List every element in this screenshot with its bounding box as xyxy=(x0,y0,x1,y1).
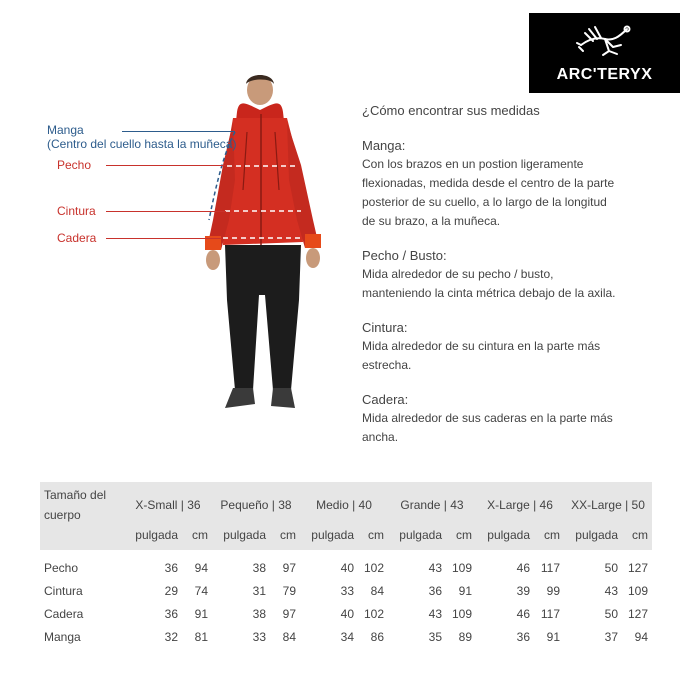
row-label: Cadera xyxy=(44,606,84,621)
table-cell: 36 xyxy=(516,629,530,644)
unit-header-row xyxy=(40,527,652,550)
label-manga: Manga xyxy=(47,123,84,137)
jacket-cuff-right xyxy=(305,234,321,248)
instructions-cadera xyxy=(362,390,613,447)
unit-in: pulgada xyxy=(476,527,534,550)
table-cell: 36 xyxy=(164,560,178,575)
label-cintura: Cintura xyxy=(57,204,96,218)
row-label: Pecho xyxy=(44,560,79,575)
cadera-heading: Cadera: xyxy=(362,392,409,407)
table-cell: 33 xyxy=(340,583,354,598)
table-cell: 109 xyxy=(451,606,472,621)
unit-in: pulgada xyxy=(124,527,182,550)
table-cell: 84 xyxy=(370,583,384,598)
table-cell: 127 xyxy=(627,560,648,575)
table-cell: 79 xyxy=(282,583,296,598)
table-cell: 97 xyxy=(282,606,296,621)
manga-heading: Manga: xyxy=(362,138,406,153)
unit-cm: cm xyxy=(446,527,476,550)
cintura-line: Mida alrededor de su cintura en la parte más xyxy=(362,339,601,353)
table-cell: 40 xyxy=(340,606,354,621)
table-cell: 33 xyxy=(252,629,266,644)
size-header-xsmall: X-Small | 36 xyxy=(124,482,212,527)
row-label: Cintura xyxy=(44,583,83,598)
table-cell: 94 xyxy=(194,560,208,575)
table-cell: 81 xyxy=(194,629,208,644)
label-cadera: Cadera xyxy=(57,231,97,245)
archaeopteryx-fossil-icon xyxy=(575,21,635,61)
table-cell: 74 xyxy=(194,583,208,598)
table-cell: 46 xyxy=(516,606,530,621)
manga-leader-line xyxy=(122,131,235,132)
table-row-manga xyxy=(40,625,652,648)
table-cell: 43 xyxy=(604,583,618,598)
table-cell: 102 xyxy=(363,560,384,575)
table-cell: 127 xyxy=(627,606,648,621)
table-cell: 31 xyxy=(252,583,266,598)
cadera-line: ancha. xyxy=(362,430,399,444)
unit-in: pulgada xyxy=(300,527,358,550)
instructions-pecho xyxy=(362,246,616,303)
table-cell: 37 xyxy=(604,629,618,644)
table-cell: 32 xyxy=(164,629,178,644)
table-row-cadera xyxy=(40,602,652,625)
model-pants xyxy=(225,245,301,390)
table-cell: 84 xyxy=(282,629,296,644)
table-cell: 50 xyxy=(604,606,618,621)
row-label: Manga xyxy=(44,629,81,644)
table-row-pecho xyxy=(40,556,652,579)
table-cell: 39 xyxy=(516,583,530,598)
manga-line: posterior de su cuello, a lo largo de la longitud xyxy=(362,195,607,209)
table-cell: 38 xyxy=(252,560,266,575)
unit-cm: cm xyxy=(358,527,388,550)
table-cell: 109 xyxy=(451,560,472,575)
label-manga-detail: (Centro del cuello hasta la muñeca) xyxy=(47,137,237,151)
table-cell: 99 xyxy=(546,583,560,598)
size-header-medio: Medio | 40 xyxy=(300,482,388,527)
label-pecho: Pecho xyxy=(57,158,92,172)
table-cell: 86 xyxy=(370,629,384,644)
table-cell: 35 xyxy=(428,629,442,644)
model-shoe-right xyxy=(271,388,295,408)
body-size-header: Tamaño del cuerpo xyxy=(40,482,124,527)
logo-wordmark: ARC'TERYX xyxy=(556,66,653,83)
pecho-line: Mida alrededor de su pecho / busto, xyxy=(362,267,554,281)
table-cell: 40 xyxy=(340,560,354,575)
table-cell: 94 xyxy=(634,629,648,644)
pecho-line: manteniendo la cinta métrica debajo de la axila. xyxy=(362,286,616,300)
table-cell: 91 xyxy=(546,629,560,644)
unit-in: pulgada xyxy=(388,527,446,550)
table-cell: 50 xyxy=(604,560,618,575)
model-figure xyxy=(195,70,330,415)
cadera-leader-line xyxy=(106,238,222,239)
table-cell: 36 xyxy=(164,606,178,621)
model-hand-right xyxy=(306,248,320,268)
unit-cm: cm xyxy=(622,527,652,550)
table-cell: 89 xyxy=(458,629,472,644)
cadera-line: Mida alrededor de sus caderas en la parte más xyxy=(362,411,613,425)
pecho-leader-line xyxy=(106,165,226,166)
unit-cm: cm xyxy=(270,527,300,550)
instructions-manga xyxy=(362,136,614,231)
table-cell: 46 xyxy=(516,560,530,575)
cintura-heading: Cintura: xyxy=(362,320,408,335)
table-cell: 117 xyxy=(540,606,560,621)
size-header-xlarge: X-Large | 46 xyxy=(476,482,564,527)
size-chart-table xyxy=(40,482,652,648)
table-cell: 97 xyxy=(282,560,296,575)
unit-in: pulgada xyxy=(564,527,622,550)
table-cell: 117 xyxy=(540,560,560,575)
table-cell: 38 xyxy=(252,606,266,621)
table-cell: 102 xyxy=(363,606,384,621)
size-header-row xyxy=(40,482,652,527)
table-cell: 91 xyxy=(194,606,208,621)
unit-cm: cm xyxy=(182,527,212,550)
manga-line: de su brazo, a la muñeca. xyxy=(362,214,501,228)
table-cell: 29 xyxy=(164,583,178,598)
size-header-xxlarge: XX-Large | 50 xyxy=(564,482,652,527)
instructions-cintura xyxy=(362,318,600,375)
cintura-line: estrecha. xyxy=(362,358,412,372)
instructions-title: ¿Cómo encontrar sus medidas xyxy=(362,103,540,118)
cintura-leader-line xyxy=(106,211,226,212)
size-header-grande: Grande | 43 xyxy=(388,482,476,527)
table-cell: 36 xyxy=(428,583,442,598)
table-cell: 109 xyxy=(627,583,648,598)
arcteryx-logo xyxy=(529,13,680,93)
manga-line: Con los brazos en un postion ligeramente xyxy=(362,157,584,171)
unit-in: pulgada xyxy=(212,527,270,550)
table-row-cintura xyxy=(40,579,652,602)
table-cell: 91 xyxy=(458,583,472,598)
pecho-heading: Pecho / Busto: xyxy=(362,248,447,263)
table-cell: 43 xyxy=(428,606,442,621)
model-hand-left xyxy=(206,250,220,270)
table-cell: 43 xyxy=(428,560,442,575)
model-shoe-left xyxy=(225,388,255,408)
table-cell: 34 xyxy=(340,629,354,644)
manga-line: flexionadas, medida desde el centro de la parte xyxy=(362,176,615,190)
unit-cm: cm xyxy=(534,527,564,550)
size-header-pequeno: Pequeño | 38 xyxy=(212,482,300,527)
